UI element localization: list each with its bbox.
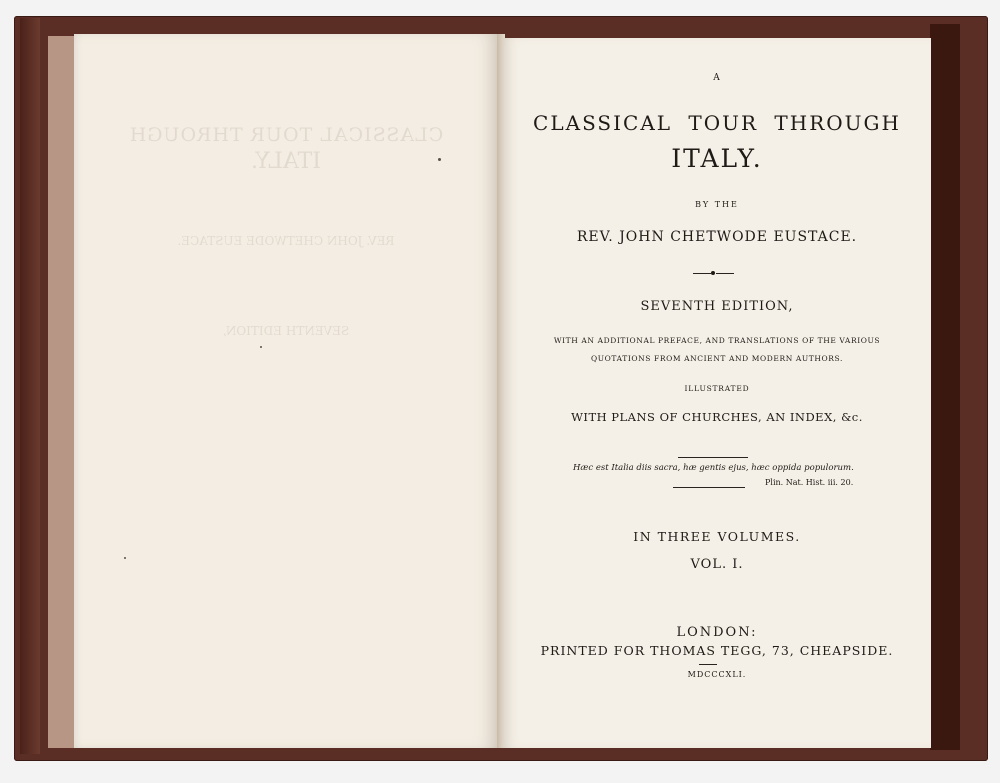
volume-number: VOL. I. [690,557,744,572]
bleed-subtitle: ITALY. [251,149,321,174]
paper-speck [260,346,262,348]
ornament-rule-right [716,273,734,274]
epigraph-source: Plin. Nat. Hist. iii. 20. [765,478,854,487]
show-through-text [74,34,498,748]
epigraph-rule-bottom [673,487,745,488]
imprint-city: LONDON: [676,625,758,640]
plans-line: WITH PLANS OF CHURCHES, AN INDEX, &c. [571,410,863,424]
edition-line: SEVENTH EDITION, [640,299,794,314]
ornament-rule-left [693,273,711,274]
epigraph-rule-top [678,457,748,458]
illustrated-line: ILLUSTRATED [684,384,750,393]
back-cover-board [930,24,960,750]
by-the-line: BY THE [695,200,739,209]
title-line-1: CLASSICAL TOUR THROUGH [533,111,901,135]
left-page-blank [74,34,498,748]
paper-speck [124,557,126,559]
imprint-printer: PRINTED FOR THOMAS TEGG, 73, CHEAPSIDE. [540,643,894,658]
title-page [503,38,931,748]
bleed-title: CLASSICAL TOUR THROUGH [128,124,444,146]
endpaper-strip [48,36,76,748]
volumes-line: IN THREE VOLUMES. [633,529,801,544]
cover-spine-edge [20,18,40,754]
epigraph-text: Hæc est Italia diis sacra, hæ gentis ejus, hæc oppida populorum. [573,463,854,473]
imprint-year: MDCCCXLI. [687,670,747,679]
ornament-dot [711,271,715,275]
author-name: REV. JOHN CHETWODE EUSTACE. [576,229,858,245]
preface-line-1: WITH AN ADDITIONAL PREFACE, AND TRANSLATIONS OF THE VARIOUS [553,336,881,345]
paper-speck [438,158,441,161]
title-line-2: ITALY. [671,144,763,173]
bleed-author: REV. JOHN CHETWODE EUSTACE. [177,234,395,248]
preface-line-2: QUOTATIONS FROM ANCIENT AND MODERN AUTHORS. [591,354,843,363]
imprint-rule [699,664,717,665]
bleed-edition: SEVENTH EDITION, [222,324,350,338]
title-article: A [713,73,721,83]
